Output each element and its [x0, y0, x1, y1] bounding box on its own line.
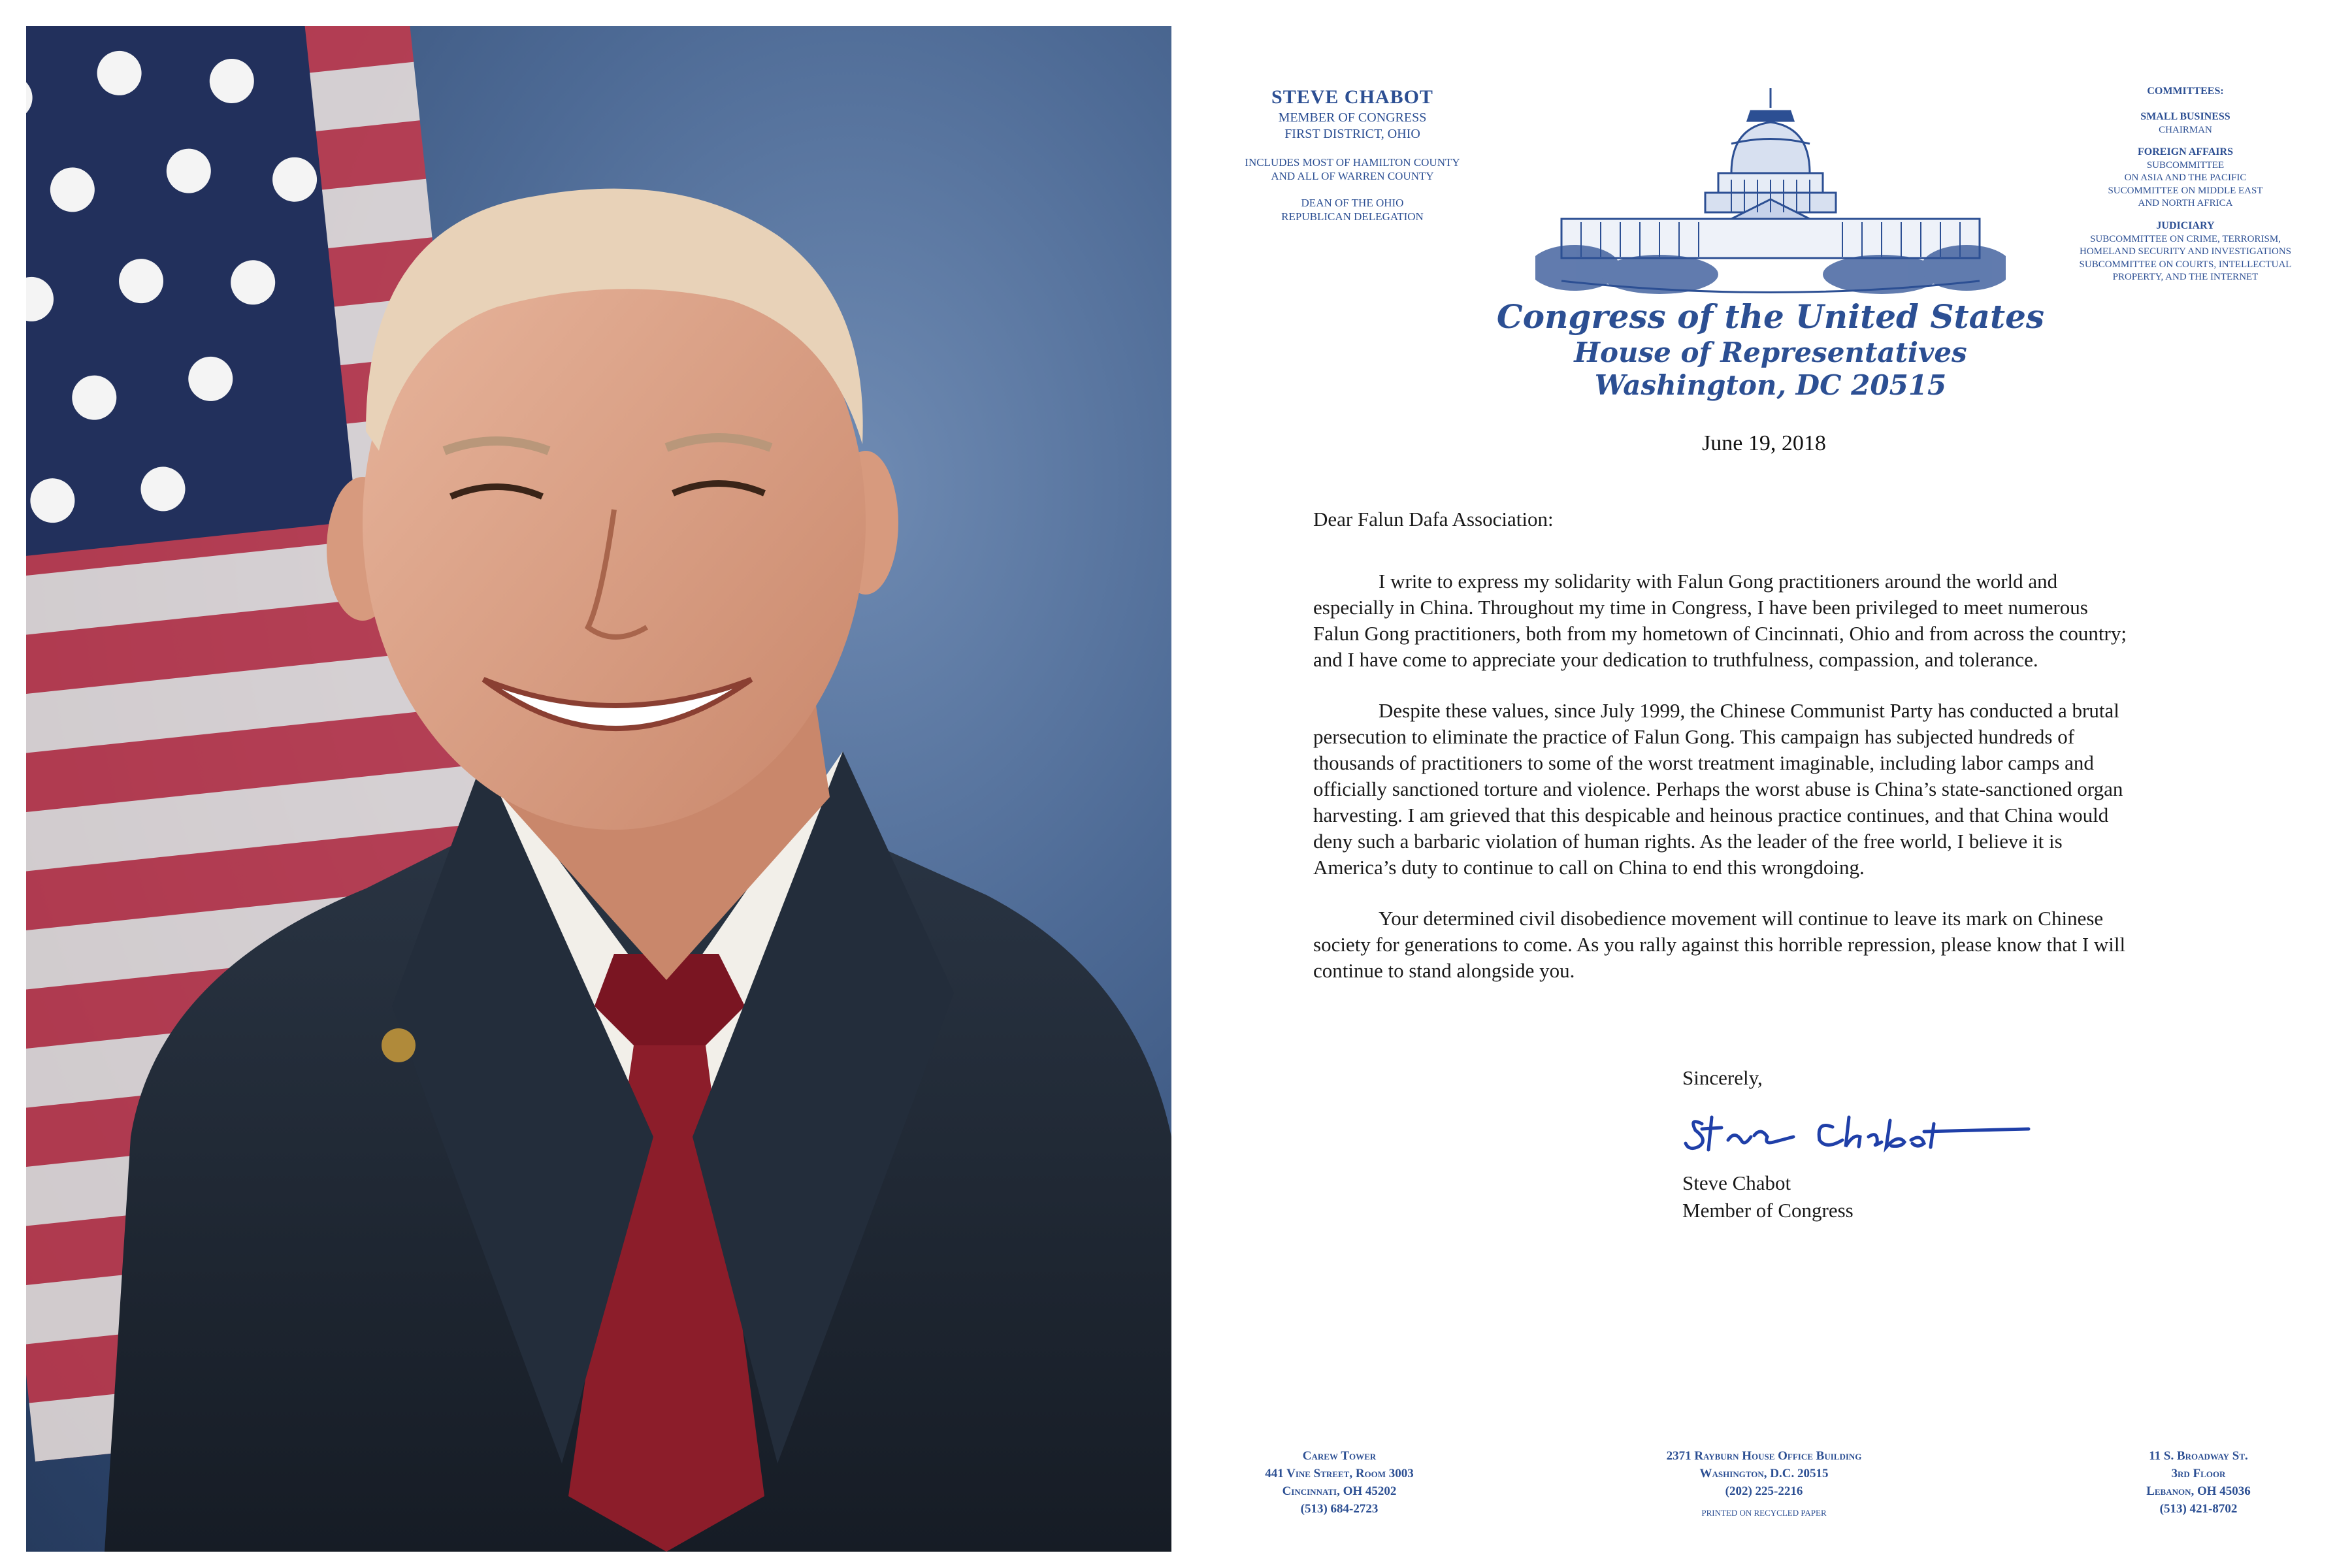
signer-block — [1682, 1169, 1854, 1224]
letter-paragraph-3: Your determined civil disobedience movement will continue to leave its mark on Chinese society for generations to come. As you rally against this horrible repression, please know that I will continue to stand alongside you. — [1313, 907, 2126, 982]
footer-right-phone: (513) 421-8702 — [2159, 1502, 2238, 1516]
footer-mid-line-2: Washington, D.C. 20515 — [1699, 1467, 1829, 1480]
letter-date: June 19, 2018 — [1702, 431, 1826, 455]
footer-mid-phone: (202) 225-2216 — [1725, 1484, 1803, 1498]
committee-small-business: SMALL BUSINESS — [2140, 110, 2230, 122]
signer-name: Steve Chabot — [1682, 1171, 1791, 1194]
footer-washington-office — [1561, 1447, 1967, 1522]
letter-salutation: Dear Falun Dafa Association: — [1313, 508, 1554, 531]
letterhead-committees — [2042, 85, 2329, 284]
dean-line-1: DEAN OF THE OHIO — [1301, 197, 1404, 209]
subcommittee-courts-1: SUBCOMMITTEE ON COURTS, INTELLECTUAL — [2079, 259, 2292, 270]
member-name: STEVE CHABOT — [1271, 86, 1433, 108]
footer-right-line-2: 3rd Floor — [2171, 1467, 2226, 1480]
footer-left-phone: (513) 684-2723 — [1300, 1502, 1379, 1516]
subcommittee-middle-east-2: AND NORTH AFRICA — [2138, 198, 2233, 209]
congressman-portrait-photo — [26, 26, 1171, 1552]
signer-title: Member of Congress — [1682, 1199, 1854, 1222]
letter-closing: Sincerely, — [1682, 1066, 1763, 1089]
letterhead-member-info — [1212, 85, 1493, 224]
committee-judiciary: JUDICIARY — [2156, 220, 2215, 231]
member-district: FIRST DISTRICT, OHIO — [1284, 126, 1420, 141]
committees-heading: COMMITTEES: — [2147, 86, 2224, 97]
footer-right-line-1: 11 S. Broadway St. — [2149, 1449, 2248, 1463]
footer-left-line-1: Carew Tower — [1302, 1449, 1377, 1463]
subcommittee-middle-east-1: SUCOMMITTEE ON MIDDLE EAST — [2108, 185, 2263, 196]
dean-line-2: REPUBLICAN DELEGATION — [1281, 210, 1424, 223]
letter-paragraph-1: I write to express my solidarity with Falun Gong practitioners around the world and especially in China. Throughout my time in Congress, I have been privileged to meet numerous Falun Gong practitioners, both from my hometown of Cincinnati, Ohio and from across the country; and I have come to appreciate your dedication to truthfulness, compassion, and tolerance. — [1313, 570, 2127, 671]
footer-recycled-note: PRINTED ON RECYCLED PAPER — [1701, 1508, 1827, 1518]
footer-mid-line-1: 2371 Rayburn House Office Building — [1666, 1449, 1862, 1463]
subcommittee-asia-1: SUBCOMMITTEE — [2146, 159, 2225, 171]
footer-lebanon-office — [2081, 1447, 2316, 1518]
counties-line-2: AND ALL OF WARREN COUNTY — [1271, 169, 1434, 182]
committee-foreign-affairs: FOREIGN AFFAIRS — [2138, 146, 2233, 158]
congressional-letter — [1196, 0, 2352, 1568]
portrait-illustration — [26, 26, 1171, 1552]
letterhead-washington-address: Washington, DC 20515 — [1594, 369, 1947, 401]
letter-body — [1313, 506, 2130, 1009]
footer-right-line-3: Lebanon, OH 45036 — [2146, 1484, 2251, 1498]
committee-role-chairman: CHAIRMAN — [2159, 124, 2212, 135]
letterhead-congress-title: Congress of the United States — [1496, 297, 2045, 336]
letterhead-house-title: House of Representatives — [1574, 336, 1967, 368]
capitol-building-icon — [1535, 82, 2006, 297]
footer-left-line-3: Cincinnati, OH 45202 — [1282, 1484, 1397, 1498]
letter-paragraph-2: Despite these values, since July 1999, the Chinese Communist Party has conducted a brutal persecution to eliminate the practice of Falun Gong. This campaign has subjected hundreds of thousands of practitioners to some of the worst treatment imaginable, including labor camps and officially sanctioned torture and violence. Perhaps the worst abuse is China’s state-sanctioned organ harvesting. I am grieved that this despicable and heinous practice continues, and that China would deny such a barbaric violation of human rights. As the leader of the free world, I believe it is America’s duty to continue to call on China to end this wrongdoing. — [1313, 699, 2123, 879]
subcommittee-crime-1: SUBCOMMITTEE ON CRIME, TERRORISM, — [2090, 233, 2281, 244]
footer-left-line-2: 441 Vine Street, Room 3003 — [1265, 1467, 1414, 1480]
member-title: MEMBER OF CONGRESS — [1278, 110, 1427, 125]
footer-cincinnati-office — [1222, 1447, 1457, 1518]
subcommittee-courts-2: PROPERTY, AND THE INTERNET — [2112, 272, 2259, 283]
counties-line-1: INCLUDES MOST OF HAMILTON COUNTY — [1245, 155, 1460, 169]
subcommittee-crime-2: HOMELAND SECURITY AND INVESTIGATIONS — [2079, 246, 2292, 257]
handwritten-signature — [1682, 1104, 2048, 1163]
subcommittee-asia-2: ON ASIA AND THE PACIFIC — [2124, 172, 2247, 184]
